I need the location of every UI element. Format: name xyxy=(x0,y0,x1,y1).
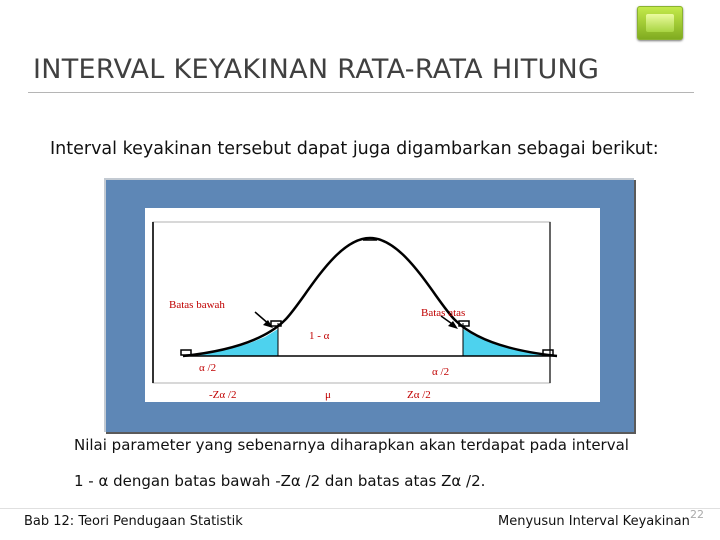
normal-distribution-figure xyxy=(145,208,600,402)
right-tail-label: α /2 xyxy=(432,366,450,378)
note-line-1: Nilai parameter yang sebenarnya diharapkan akan terdapat pada interval xyxy=(74,436,629,454)
left-tail-area xyxy=(183,329,278,356)
footer-chapter: Bab 12: Teori Pendugaan Statistik xyxy=(24,514,243,529)
footer-divider xyxy=(0,508,720,509)
bell-curve xyxy=(183,238,557,356)
right-end-marker xyxy=(543,350,553,355)
upper-bound-label: Batas atas xyxy=(421,307,466,319)
normal-curve-svg xyxy=(145,208,600,402)
neg-z-label: -Zα /2 xyxy=(209,389,237,401)
confidence-label: 1 - α xyxy=(309,330,330,342)
left-end-marker xyxy=(181,350,191,355)
slide-subtitle: Interval keyakinan tersebut dapat juga digambarkan sebagai berikut: xyxy=(50,139,659,159)
navigation-button[interactable] xyxy=(637,6,683,40)
page-number: 22 xyxy=(690,508,704,521)
pos-z-label: Zα /2 xyxy=(407,389,431,401)
left-tail-label: α /2 xyxy=(199,362,217,374)
button-icon xyxy=(646,14,674,32)
note-line-2: 1 - α dengan batas bawah -Zα /2 dan batas atas Zα /2. xyxy=(74,472,486,490)
lower-bound-label: Batas bawah xyxy=(169,299,225,311)
mu-label: μ xyxy=(325,389,331,401)
title-divider xyxy=(28,92,694,93)
slide-title: INTERVAL KEYAKINAN RATA-RATA HITUNG xyxy=(33,54,600,85)
footer-topic: Menyusun Interval Keyakinan xyxy=(498,514,690,529)
